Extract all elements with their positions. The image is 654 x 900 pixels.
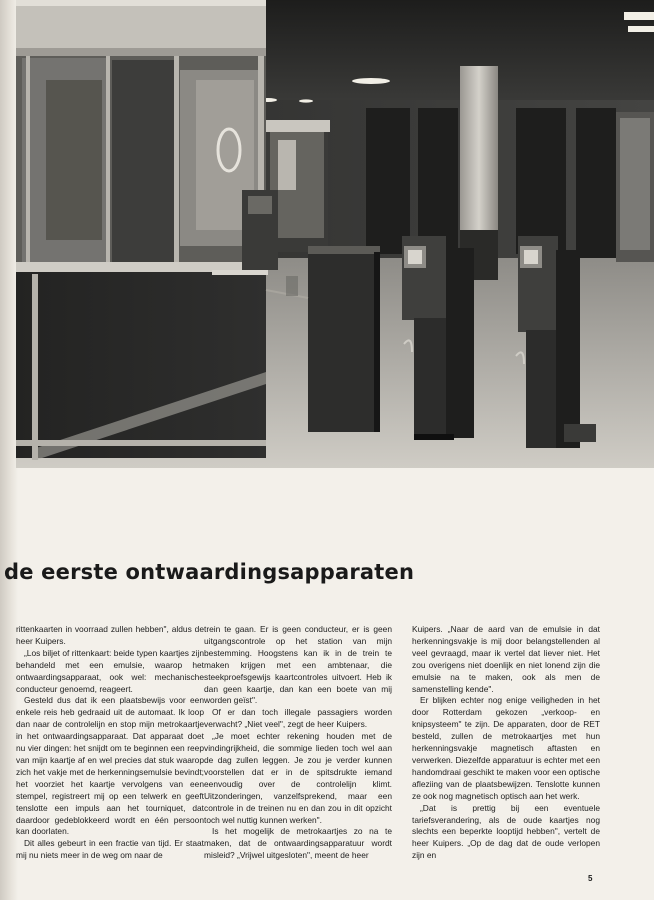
paragraph: rittenkaarten in voorraad zullen hebben", aldus de heer Kuipers. — [16, 624, 204, 646]
article-column-1 — [16, 624, 204, 862]
photo-illustration — [16, 0, 654, 468]
article-headline: de eerste ontwaardingsapparaten — [4, 560, 415, 584]
article-column-3 — [412, 624, 600, 862]
station-photo — [16, 0, 654, 468]
paragraph: Is het mogelijk de metrokaartjes zo na te maken, dat de ontwaardingsapparatuur wordt misleid? „Vrijwel uitgesloten", meent de heer — [204, 826, 392, 861]
paragraph: Dit alles gebeurt in een fractie van tijd. Er staat mij nu niets meer in de weg om naar de — [16, 838, 204, 861]
paragraph: „Je moet echter rekening houden met de vindingrijkheid, die sommige lieden toch wel aan de dag zullen leggen. Je zou je verder kunnen voorstellen dat er in de spitsdrukte iemand eenvoudig over de controlelijn klimt. Uitzonderingen, vanzelfsprekend, maar een controle in de treinen nu en dan zou in dit opzicht toch wel nuttig kunnen werken". — [204, 731, 392, 825]
paragraph: „Los biljet of rittenkaart: beide typen kaartjes zijn behandeld met een emulsie, waarop het ontwaardingsapparaat, ook wel: mechanische conducteur genoemd, reageert. — [16, 647, 204, 694]
paragraph: Of er dan toch illegale passagiers worden verwacht? „Niet veel", zegt de heer Kuipers. — [204, 707, 392, 730]
page-number: 5 — [588, 874, 593, 883]
paragraph: Gesteld dus dat ik een plaatsbewijs voor een enkele reis heb gedraaid uit de automaat. Ik loop dan naar de controlelijn en stop mijn metrokaartje in het ontwaardingsapparaat. Dat apparaat doet nu vier dingen: het snijdt om te beginnen een reep van mijn kaartje af en wel precies dat stuk waarop zich het vakje met de herkenningsemulsie bevindt; het voorziet het kaartje vervolgens van een stempel, registreert mij op een telwerk en geeft tenslotte een impuls aan het tourniquet, dat daardoor gedeblokkeerd wordt en één persoon kan doorlaten. — [16, 695, 204, 837]
paragraph: trein te gaan. Er is geen conducteur, er is geen uitgangscontrole op het station van mijn bestemming. Hoogstens kan ik in de trein te maken krijgen met een ambtenaar, die steekproefsgewijs kaartcontroles uitvoert. Heb ik dan geen kaartje, dan kan een boete van mij worden geïst". — [204, 624, 392, 706]
article-column-2 — [204, 624, 392, 862]
paragraph: „Dat is prettig bij een eventuele tariefsverandering, als de oude kaartjes nog slechts een beperkte looptijd hebben", vertelt de heer Kuipers. „Op de dag dat de oude verlopen zijn en — [412, 802, 600, 861]
paragraph: Kuipers. „Naar de aard van de emulsie in dat herkenningsvakje is mij door belangstellenden al veel gevraagd, maar ik vertel dat liever niet. Het zou overigens niet doenlijk en niet lonend zijn die emulsie na te maken, ook als men de samenstelling kende". — [412, 624, 600, 694]
paragraph: Er blijken echter nog enige veiligheden in het door Rotterdam gekozen „verkoop- en knipsysteem" te zijn. De apparaten, door de RET besteld, zullen de metrokaartjes met hun herkenningsvakje magnetisch aftasten en verwerken. Diezelfde apparatuur is echter met een handomdraai geschikt te maken voor een optische afleziing van de plaatsbewijzen. Tenslotte kunnen ze ook nog magnetisch optisch aan het werk. — [412, 695, 600, 801]
